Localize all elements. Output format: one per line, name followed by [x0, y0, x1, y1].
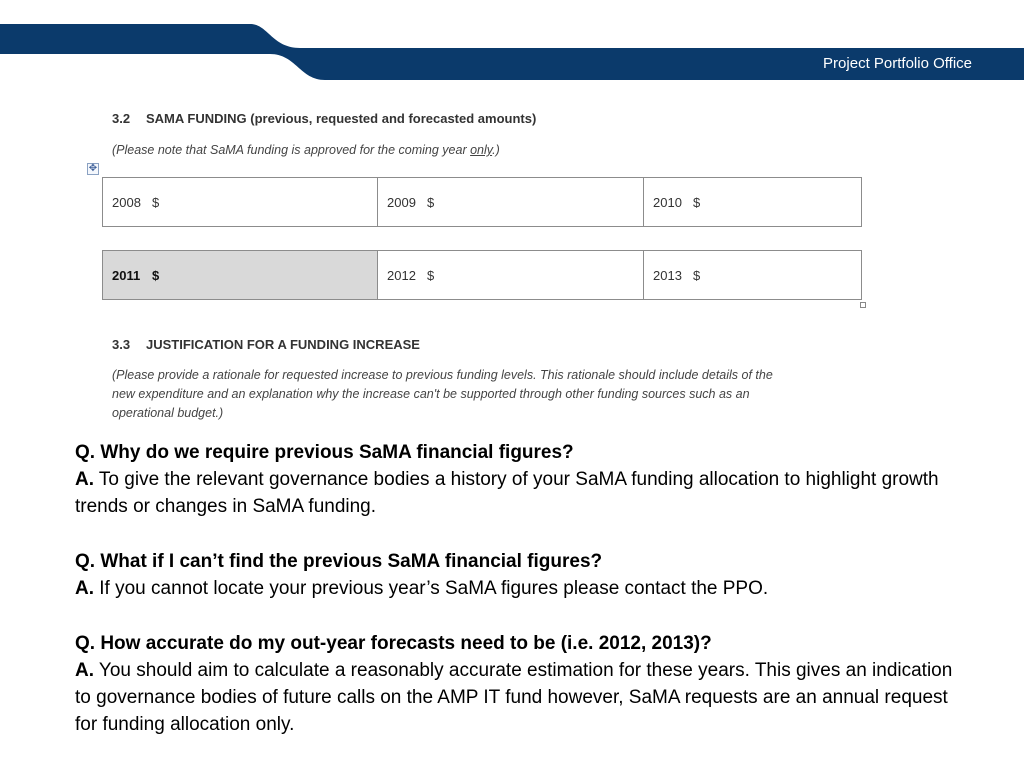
table-resize-handle-icon[interactable]	[860, 302, 866, 308]
note-line: new expenditure and an explanation why the increase can't be supported through other funding sources such as an	[112, 387, 750, 401]
faq-question: Q. What if I can’t find the previous SaMA financial figures?	[75, 551, 603, 572]
funding-cell	[378, 178, 644, 227]
section-number: 3.2	[112, 111, 131, 126]
note-line: operational budget.)	[112, 406, 224, 420]
funding-table-row-2	[102, 250, 862, 300]
cell-year: 2013	[653, 267, 682, 283]
funding-cell	[644, 251, 862, 300]
note-underlined-text: only	[470, 143, 493, 157]
note-text-end: .)	[492, 143, 500, 157]
section-number: 3.3	[112, 337, 131, 352]
faq-answer-text: To give the relevant governance bodies a history of your SaMA funding allocation to highlight growth trends or changes in SaMA funding.	[75, 469, 939, 517]
header-title: Project Portfolio Office	[823, 55, 972, 72]
funding-cell	[103, 178, 378, 227]
section-title: JUSTIFICATION FOR A FUNDING INCREASE	[146, 337, 420, 352]
cell-currency: $	[152, 194, 160, 210]
cell-currency: $	[152, 267, 160, 283]
note-text: (Please note that SaMA funding is approved for the coming year	[112, 143, 471, 157]
faq-answer	[75, 657, 955, 738]
cell-currency: $	[693, 194, 701, 210]
section-note-justification	[112, 366, 902, 423]
funding-table-row-1	[102, 177, 862, 227]
cell-year: 2012	[387, 267, 416, 283]
faq-answer	[75, 466, 955, 520]
faq-item-3	[75, 630, 955, 738]
faq-answer-lead: A.	[75, 660, 94, 681]
faq-item-1	[75, 439, 955, 520]
faq-question: Q. How accurate do my out-year forecasts need to be (i.e. 2012, 2013)?	[75, 633, 712, 654]
note-line: (Please provide a rationale for requested increase to previous funding levels. This rationale should include details of the	[112, 368, 773, 382]
table-move-handle-icon[interactable]: ✥	[88, 163, 98, 174]
funding-cell	[378, 251, 644, 300]
cell-currency: $	[427, 194, 435, 210]
faq-answer	[75, 575, 955, 602]
funding-cell	[644, 178, 862, 227]
section-heading-funding	[112, 111, 536, 126]
cell-currency: $	[427, 267, 435, 283]
cell-year: 2010	[653, 194, 682, 210]
cell-year: 2011	[112, 267, 141, 283]
faq-answer-text: If you cannot locate your previous year’s SaMA figures please contact the PPO.	[94, 578, 769, 599]
faq-answer-text: You should aim to calculate a reasonably accurate estimation for these years. This gives an indication to governance bodies of future calls on the AMP IT fund however, SaMA requests are an annual request for funding allocation only.	[75, 660, 953, 735]
section-note-funding	[112, 141, 500, 160]
funding-cell-highlighted	[103, 251, 378, 300]
section-heading-justification	[112, 337, 420, 352]
section-title: SAMA FUNDING (previous, requested and forecasted amounts)	[146, 111, 537, 126]
faq-answer-lead: A.	[75, 578, 94, 599]
faq-question: Q. Why do we require previous SaMA financial figures?	[75, 442, 574, 463]
cell-currency: $	[693, 267, 701, 283]
faq-answer-lead: A.	[75, 469, 94, 490]
cell-year: 2009	[387, 194, 416, 210]
cell-year: 2008	[112, 194, 141, 210]
faq-item-2	[75, 548, 955, 602]
